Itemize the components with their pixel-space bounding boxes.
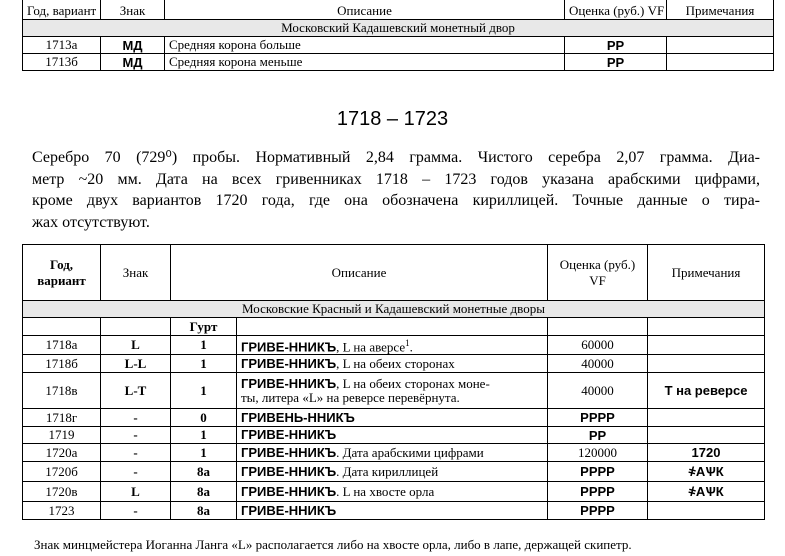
coin-legend: ГРИВЕ-ННИКЪ [241,502,337,518]
cell-variant: 1713а [23,37,101,54]
table-row [23,373,765,409]
cell-price: РРРР [548,502,648,520]
cell-variant: 1720а [23,444,101,462]
header-variant: Год, вариант [23,0,101,20]
cell-mark: - [101,444,171,462]
cell-description: Средняя корона меньше [165,54,565,71]
cell-price: РР [548,427,648,444]
description-tail: . [409,339,413,355]
cell-price: РР [565,37,667,54]
empty-cell [23,318,101,336]
header-description: Описание [165,0,565,20]
cell-mark: L [101,336,171,355]
coin-legend: ГРИВЕ-ННИКЪ [241,339,337,355]
top-coin-table [22,0,774,71]
cell-variant: 1713б [23,54,101,71]
empty-cell [648,318,765,336]
cell-variant: 1719 [23,427,101,444]
header-mark: Знак [101,245,171,301]
paragraph-line: жах отсутствуют. [32,213,150,231]
cell-variant: 1723 [23,502,101,520]
cell-mark: - [101,502,171,520]
cell-note [648,336,765,355]
coin-legend: ГРИВЕ-ННИКЪ [241,483,337,499]
main-coin-table [22,244,765,520]
cell-price: 40000 [548,355,648,373]
cell-mark: МД [101,54,165,71]
footnote-mark: 1 [405,338,410,348]
coin-legend: ГРИВЕНЬ-ННИКЪ [241,409,355,425]
cell-price: 40000 [548,373,648,409]
cell-description [237,482,548,502]
section-title: Московский Кадашевский монетный двор [23,20,774,37]
cell-note [648,427,765,444]
table-row [23,444,765,462]
cell-mark: L-L [101,355,171,373]
coin-legend: ГРИВЕ-ННИКЪ [241,355,337,371]
cell-price: РРРР [548,482,648,502]
cell-note [648,355,765,373]
header-price: Оценка (руб.) VF [548,245,648,301]
empty-cell [237,318,548,336]
empty-cell [101,318,171,336]
footnote: Знак минцмейстера Иоганна Ланга «L» располагается либо на хвосте орла, либо в лапе, держащей скипетр. [34,537,632,552]
description-paragraph [32,147,760,233]
empty-cell [548,318,648,336]
edge-label: Гурт [171,318,237,336]
cell-variant: 1718в [23,373,101,409]
cell-mark: - [101,409,171,427]
cell-description [237,355,548,373]
table-row [23,54,774,71]
table-row [23,462,765,482]
cell-edge: 0 [171,409,237,427]
table-row [23,355,765,373]
header-notes: Примечания [667,0,774,20]
cell-note: 1720 [648,444,765,462]
header-price: Оценка (руб.) VF [565,0,667,20]
coin-legend: ГРИВЕ-ННИКЪ [241,427,337,443]
description-text: , L на аверсе [336,339,406,355]
table-row [23,427,765,444]
cell-price: РР [565,54,667,71]
table-header-row [23,0,774,20]
cell-variant: 1718г [23,409,101,427]
coin-legend: ГРИВЕ-ННИКЪ [241,463,337,479]
section-row [23,20,774,37]
cell-edge: 1 [171,444,237,462]
header-mark: Знак [101,0,165,20]
section-heading: 1718 – 1723 [336,108,449,130]
cell-description [237,427,548,444]
cell-note [667,37,774,54]
cell-note: Т на реверсе [648,373,765,409]
cell-description [237,462,548,482]
table-row [23,502,765,520]
cell-note [648,502,765,520]
cell-price: РРРР [548,462,648,482]
cell-price: РРРР [548,409,648,427]
table-row [23,482,765,502]
paragraph-line: Серебро 70 (729⁰) пробы. Нормативный 2,84 грамма. Чистого серебра 2,07 грамма. Диа- [32,149,760,166]
subheader-row [23,318,765,336]
cell-variant: 1718а [23,336,101,355]
cell-mark: L [101,482,171,502]
cell-edge: 1 [171,373,237,409]
cell-edge: 1 [171,427,237,444]
table-row [23,409,765,427]
cell-description [237,373,548,409]
header-notes: Примечания [648,245,765,301]
cell-edge: 8а [171,502,237,520]
paragraph-line: метр ~20 мм. Дата на всех гривенниках 1718 – 1723 годов указана арабскими цифрами, [32,170,760,188]
cell-note [667,54,774,71]
cell-edge: 1 [171,355,237,373]
cell-mark: - [101,462,171,482]
coin-legend: ГРИВЕ-ННИКЪ [241,444,337,460]
header-description: Описание [171,245,548,301]
description-text: , L на обеих сторонах [336,355,455,371]
coin-legend: ГРИВЕ-ННИКЪ [241,375,337,391]
description-text: . Дата кириллицей [336,463,439,479]
cell-mark: L-Т [101,373,171,409]
section-row [23,301,765,318]
cell-edge: 8а [171,482,237,502]
table-header-row [23,245,765,301]
cell-edge: 8а [171,462,237,482]
section-title: Московские Красный и Кадашевский монетные дворы [23,301,765,318]
cell-variant: 1720в [23,482,101,502]
cell-edge: 1 [171,336,237,355]
cell-description [237,409,548,427]
table-row [23,336,765,355]
cell-variant: 1720б [23,462,101,482]
cell-description [237,444,548,462]
cell-description: Средняя корона больше [165,37,565,54]
cell-note [648,409,765,427]
cell-variant: 1718б [23,355,101,373]
paragraph-line: кроме двух вариантов 1720 года, где она обозначена кириллицей. Точные данные о тира- [32,192,760,209]
cell-description [237,502,548,520]
description-text: . L на хвосте орла [336,483,435,499]
cell-description [237,336,548,355]
description-line2: ты, литера «L» на реверсе перевёрнута. [241,389,460,405]
cell-price: 120000 [548,444,648,462]
cell-note: ҂АѰК [648,482,765,502]
cell-note: ҂АѰК [648,462,765,482]
header-variant: Год, вариант [23,245,101,301]
cell-price: 60000 [548,336,648,355]
table-row [23,37,774,54]
cell-mark: - [101,427,171,444]
description-text: . Дата арабскими цифрами [336,444,484,460]
description-text: , L на обеих сторонах моне- [336,375,490,391]
cell-mark: МД [101,37,165,54]
